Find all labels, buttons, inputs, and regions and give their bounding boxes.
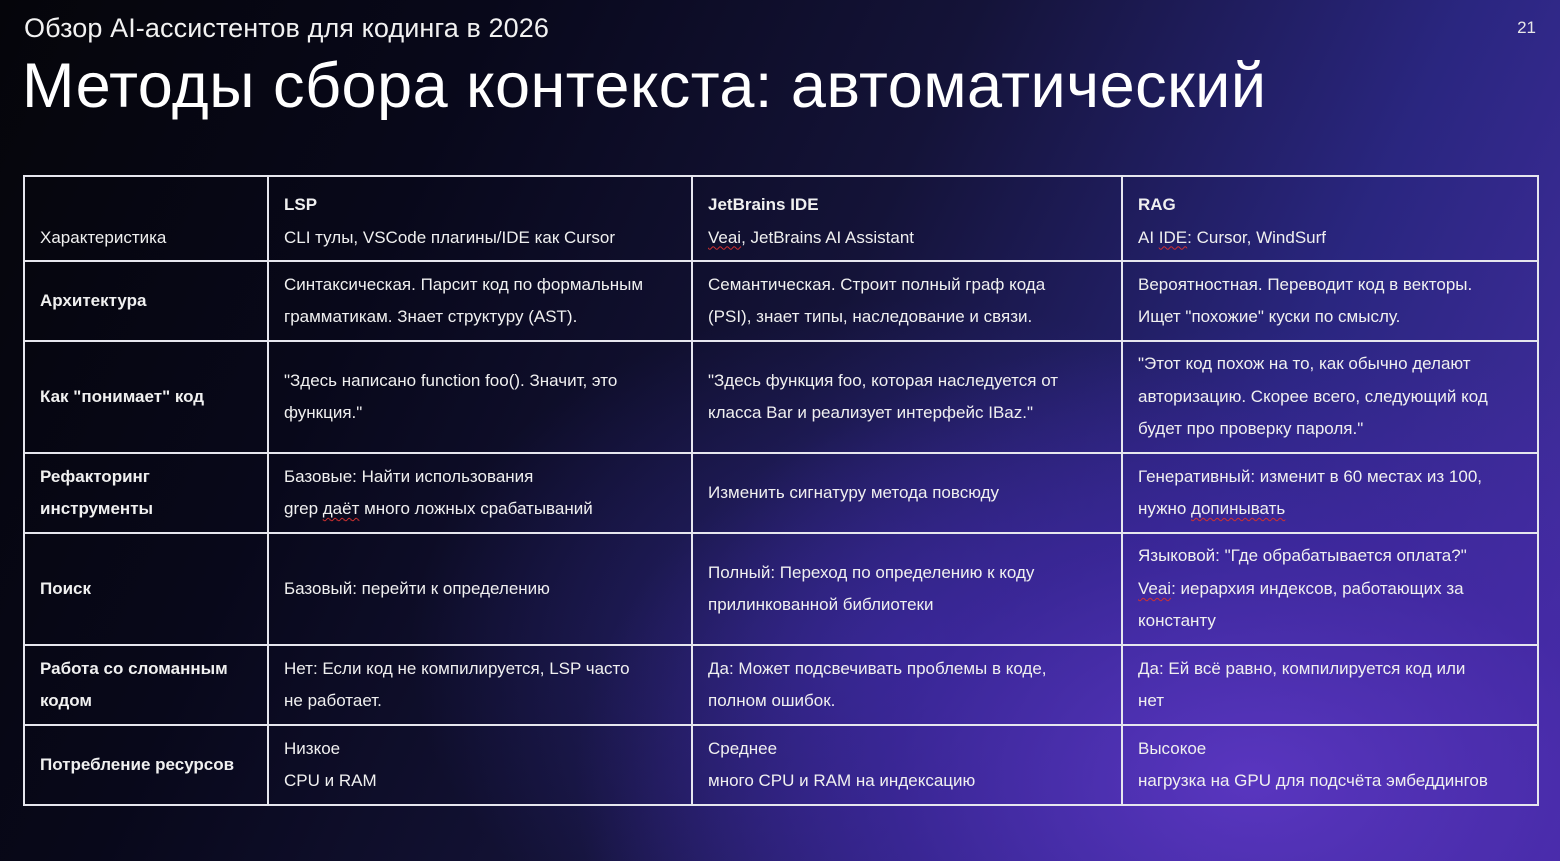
column-name: LSP <box>284 195 318 214</box>
table-row <box>24 453 1538 533</box>
spellcheck-word: Veai <box>708 227 742 247</box>
cell-jetbrains: Среднее много CPU и RAM на индексацию <box>692 725 1122 805</box>
row-label: Рефакторинг инструменты <box>24 453 268 533</box>
table-row <box>24 341 1538 453</box>
slide-subtitle: Обзор AI-ассистентов для кодинга в 2026 <box>24 13 549 43</box>
column-examples: AI IDE: Cursor, WindSurf <box>1138 227 1327 247</box>
table-row <box>24 725 1538 805</box>
spellcheck-word: допинывать <box>1191 499 1286 518</box>
header-characteristic <box>24 176 268 261</box>
column-examples: Veai, JetBrains AI Assistant <box>708 227 915 247</box>
cell-jetbrains: Полный: Переход по определению к коду прилинкованной библиотеки <box>692 533 1122 645</box>
row-label: Потребление ресурсов <box>24 725 268 805</box>
row-label: Работа со сломанным кодом <box>24 645 268 725</box>
header-jetbrains <box>692 176 1122 261</box>
cell-lsp: Синтаксическая. Парсит код по формальным грамматикам. Знает структуру (AST). <box>268 261 692 341</box>
cell-rag: Высокое нагрузка на GPU для подсчёта эмбеддингов <box>1122 725 1538 805</box>
spellcheck-word: Veai <box>1138 578 1172 598</box>
cell-rag: Да: Ей всё равно, компилируется код или нет <box>1122 645 1538 725</box>
column-name: JetBrains IDE <box>708 195 819 214</box>
cell-rag: "Этот код похож на то, как обычно делают авторизацию. Скорее всего, следующий код будет про проверку пароля." <box>1122 341 1538 453</box>
comparison-table <box>23 175 1539 806</box>
cell-lsp: Нет: Если код не компилируется, LSP часто не работает. <box>268 645 692 725</box>
header-rag <box>1122 176 1538 261</box>
cell-lsp: Базовый: перейти к определению <box>268 533 692 645</box>
row-label: Поиск <box>24 533 268 645</box>
cell-jetbrains: "Здесь функция foo, которая наследуется от класса Bar и реализует интерфейс IBaz." <box>692 341 1122 453</box>
cell-jetbrains: Семантическая. Строит полный граф кода (PSI), знает типы, наследование и связи. <box>692 261 1122 341</box>
row-label: Как "понимает" код <box>24 341 268 453</box>
row-label: Архитектура <box>24 261 268 341</box>
table-row <box>24 533 1538 645</box>
column-name: RAG <box>1138 195 1176 214</box>
page-number: 21 <box>1517 18 1536 37</box>
cell-lsp: Низкое CPU и RAM <box>268 725 692 805</box>
table-row <box>24 261 1538 341</box>
column-examples: CLI тулы, VSCode плагины/IDE как Cursor <box>284 227 616 247</box>
slide-title: Методы сбора контекста: автоматический <box>22 51 1267 121</box>
header-lsp <box>268 176 692 261</box>
cell-rag: Вероятностная. Переводит код в векторы. Ищет "похожие" куски по смыслу. <box>1122 261 1538 341</box>
spellcheck-word: даёт <box>322 499 360 518</box>
table-header-row <box>24 176 1538 261</box>
cell-jetbrains: Да: Может подсвечивать проблемы в коде, полном ошибок. <box>692 645 1122 725</box>
cell-rag: Генеративный: изменит в 60 местах из 100, нужно допинывать <box>1122 453 1538 533</box>
cell-lsp: Базовые: Найти использования grep даёт много ложных срабатываний <box>268 453 692 533</box>
header-label: Характеристика <box>40 227 167 247</box>
table-row <box>24 645 1538 725</box>
cell-rag: Языковой: "Где обрабатывается оплата?" Veai: иерархия индексов, работающих за константу <box>1122 533 1538 645</box>
cell-jetbrains: Изменить сигнатуру метода повсюду <box>692 453 1122 533</box>
cell-lsp: "Здесь написано function foo(). Значит, это функция." <box>268 341 692 453</box>
spellcheck-word: IDE <box>1158 227 1188 247</box>
